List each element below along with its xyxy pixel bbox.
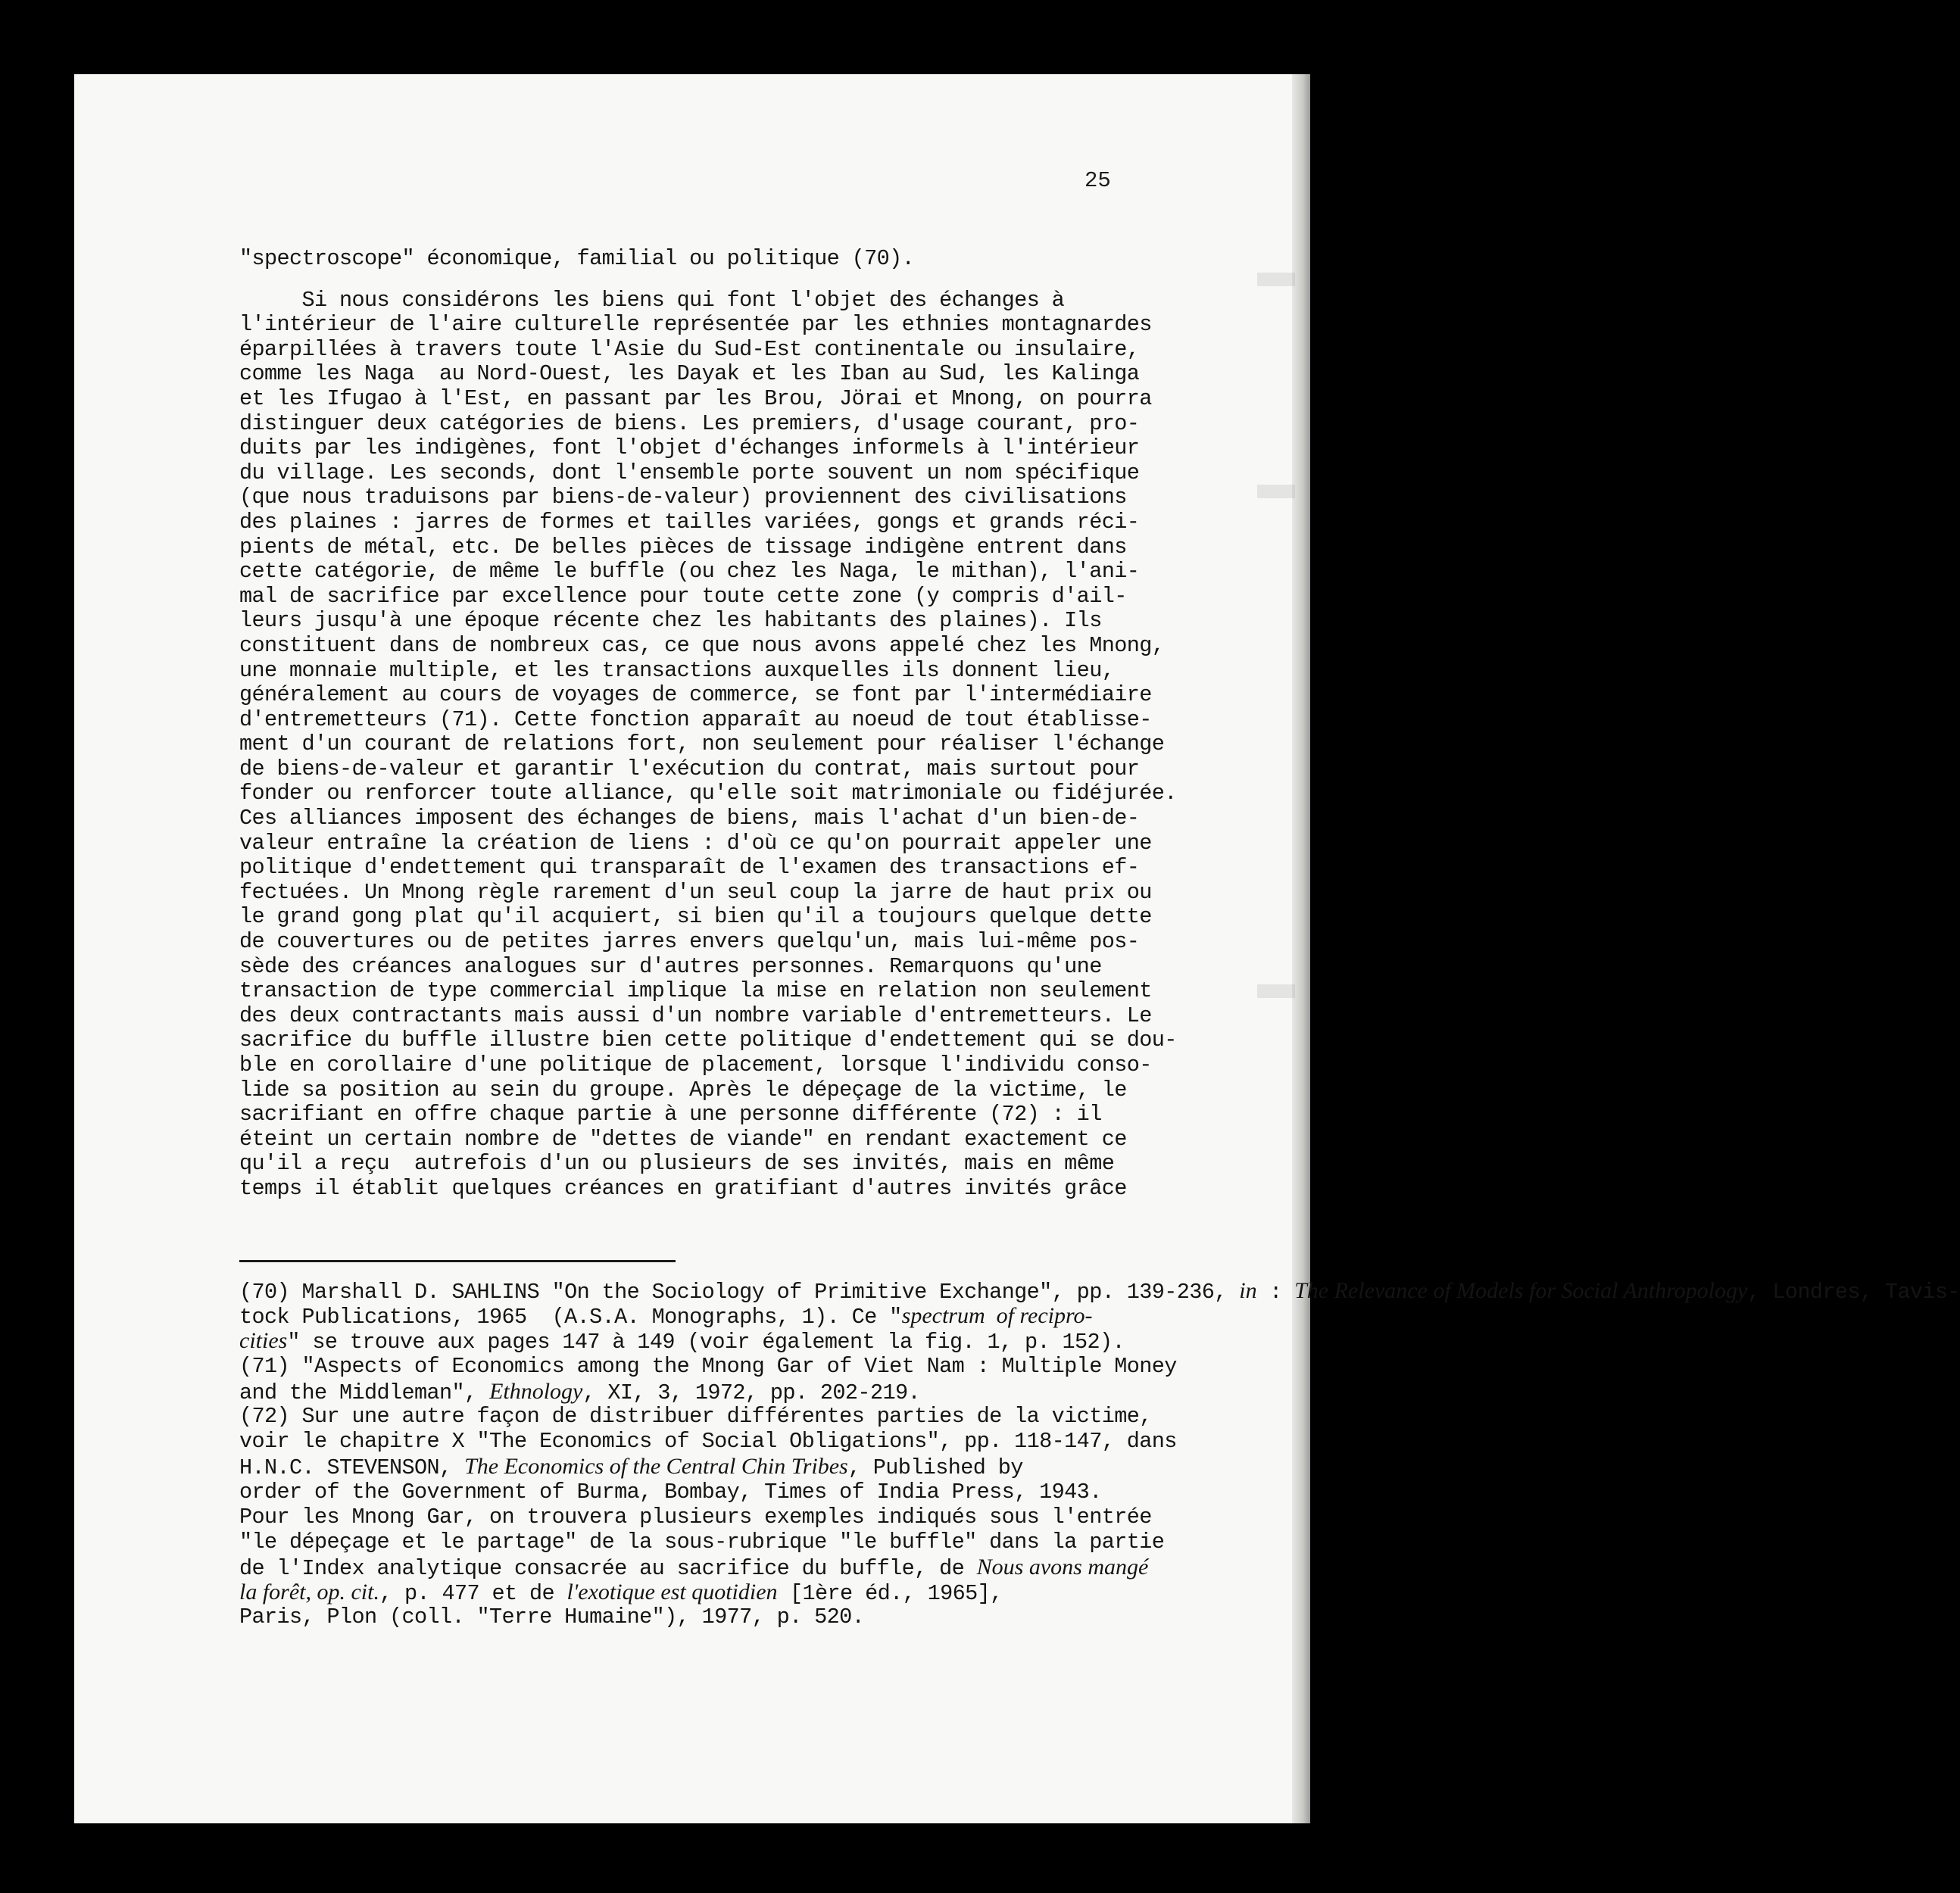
body-text (239, 246, 1177, 1202)
text-line: de couvertures ou de petites jarres envers quelqu'un, mais lui-même pos- (239, 929, 1140, 955)
footnote-title-italic: The Economics of the Central Chin Tribes (464, 1454, 848, 1480)
text-line: du village. Les seconds, dont l'ensemble porte souvent un nom spécifique (239, 460, 1140, 485)
bleed-through-mark (1257, 485, 1295, 498)
footnote-text: [1ère éd., 1965], (777, 1581, 1003, 1607)
text-line: temps il établit quelques créances en gratifiant d'autres invités grâce (239, 1175, 1127, 1201)
text-line: ment d'un courant de relations fort, non seulement pour réaliser l'échange (239, 731, 1165, 757)
text-line: duits par les indigènes, font l'objet d'échanges informels à l'intérieur (239, 435, 1140, 461)
footnote-line (239, 1605, 1163, 1629)
text-line: d'entremetteurs (71). Cette fonction apparaît au noeud de tout établisse- (239, 706, 1152, 732)
text-line: des plaines : jarres de formes et tailles variées, gongs et grands réci- (239, 509, 1140, 535)
footnote-text: H.N.C. STEVENSON, (239, 1455, 465, 1481)
footnotes (239, 1278, 1960, 1630)
text-line: et les Ifugao à l'Est, en passant par les Brou, Jörai et Mnong, on pourra (239, 385, 1152, 411)
footnote-text: "le dépeçage et le partage" de la sous-rubrique "le buffle" dans la partie (239, 1529, 1165, 1555)
footnote-title-italic: cities (239, 1328, 288, 1354)
text-line: valeur entraîne la création de liens : d'où ce qu'on pourrait appeler une (239, 830, 1152, 856)
text-line: lide sa position au sein du groupe. Après le dépeçage de la victime, le (239, 1077, 1127, 1102)
text-line: pients de métal, etc. De belles pièces de tissage indigène entrent dans (239, 534, 1127, 560)
text-line: sacrifiant en offre chaque partie à une personne différente (72) : il (239, 1102, 1102, 1127)
footnote-line (239, 1454, 1163, 1479)
text-line: éparpillées à travers toute l'Asie du Sud-Est continentale ou insulaire, (239, 336, 1140, 362)
text-line: fonder ou renforcer toute alliance, qu'elle soit matrimoniale ou fidéjurée. (239, 781, 1177, 806)
text-line: transaction de type commercial implique la mise en relation non seulement (239, 978, 1152, 1004)
text-line: (que nous traduisons par biens-de-valeur) proviennent des civilisations (239, 485, 1127, 510)
text-line: leurs jusqu'à une époque récente chez les habitants des plaines). Ils (239, 608, 1102, 634)
page-number: 25 (1085, 168, 1111, 193)
footnote-title-italic: The Relevance of Models for Social Anthropology (1294, 1278, 1748, 1303)
text-line: Si nous considérons les biens qui font l'objet des échanges à (239, 287, 1065, 313)
footnote-line (239, 1278, 1960, 1305)
footnote-line (239, 1555, 1163, 1580)
footnote-text: (70) Marshall D. SAHLINS "On the Sociology of Primitive Exchange", pp. 139- (239, 1280, 1177, 1305)
text-line: comme les Naga au Nord-Ouest, les Dayak et les Iban au Sud, les Kalinga (239, 361, 1140, 387)
text-line: ble en corollaire d'une politique de placement, lorsque l'individu conso- (239, 1053, 1152, 1077)
footnote-text: (71) "Aspects of Economics among the Mnong Gar of Viet Nam : Multiple Money (239, 1353, 1177, 1379)
text-line: des deux contractants mais aussi d'un nombre variable d'entremetteurs. Le (239, 1003, 1152, 1028)
footnote-line (239, 1353, 1177, 1379)
footnote-text: : (1256, 1280, 1295, 1305)
footnote-text: order of the Government of Burma, Bombay, Times of India Press, 1943. (239, 1479, 1102, 1505)
footnote-line (239, 1580, 1163, 1605)
footnote-title-italic: Nous avons mangé (976, 1555, 1149, 1580)
footnote-title-italic: in (1239, 1278, 1257, 1303)
footnote-separator (239, 1260, 676, 1262)
footnote-text: tock Publications, 1965 (A.S.A. Monographs, 1). Ce " (239, 1305, 902, 1330)
text-line: constituent dans de nombreux cas, ce que nous avons appelé chez les Mnong, (239, 632, 1165, 658)
footnote-title-italic: la forêt, op. cit. (239, 1580, 379, 1605)
footnote-text: , XI, 3, 1972, pp. 202-219. (582, 1380, 920, 1405)
footnote-text: Pour les Mnong Gar, on trouvera plusieurs exemples indiqués sous l'entrée (239, 1504, 1152, 1530)
text-line: distinguer deux catégories de biens. Les premiers, d'usage courant, pro- (239, 410, 1140, 436)
footnote-text: and the Middleman", (239, 1380, 490, 1405)
footnote-title-italic: l'exotique est quotidien (566, 1580, 778, 1605)
footnote-text: , Published by (847, 1455, 1023, 1481)
footnote-line (239, 1480, 1163, 1505)
footnote-text: (72) Sur une autre façon de distribuer différentes parties de la victime, (239, 1403, 1152, 1429)
page-edge (1292, 74, 1310, 1823)
footnote-text: de l'Index analytique consacrée au sacrifice du buffle, de (239, 1556, 977, 1582)
paragraph-gap (239, 272, 1148, 288)
footnote-text: , Londres, Tavis- (1747, 1280, 1960, 1305)
text-line: "spectroscope" économique, familial ou politique (70). (239, 246, 915, 271)
footnote-line (239, 1303, 1163, 1328)
footnote-text: " se trouve aux pages 147 à 149 (voir également la fig. 1, p. 152). (287, 1330, 1125, 1355)
text-line: sacrifice du buffle illustre bien cette politique d'endettement qui se dou- (239, 1028, 1177, 1053)
footnote-line (239, 1429, 1177, 1455)
text-line: politique d'endettement qui transparaît de l'examen des transactions ef- (239, 855, 1140, 881)
footnote-line (239, 1328, 1163, 1353)
text-line: sède des créances analogues sur d'autres personnes. Remarquons qu'une (239, 953, 1102, 979)
footnote-title-italic: spectrum of recipro- (901, 1303, 1093, 1329)
text-line: mal de sacrifice par excellence pour toute cette zone (y compris d'ail- (239, 583, 1127, 609)
text-line: cette catégorie, de même le buffle (ou chez les Naga, le mithan), l'ani- (239, 559, 1140, 585)
text-line: généralement au cours de voyages de commerce, se font par l'intermédiaire (239, 682, 1152, 708)
text-line: une monnaie multiple, et les transactions auxquelles ils donnent lieu, (239, 657, 1115, 683)
text-line: l'intérieur de l'aire culturelle représentée par les ethnies montagnardes (239, 312, 1152, 338)
footnote-line (239, 1505, 1163, 1530)
footnote-line (239, 1404, 1163, 1429)
text-line: le grand gong plat qu'il acquiert, si bien qu'il a toujours quelque dette (239, 904, 1152, 930)
footnote-text: 236, (1176, 1280, 1240, 1305)
bleed-through-mark (1257, 273, 1295, 286)
footnote-line (239, 1530, 1163, 1555)
text-line: Ces alliances imposent des échanges de biens, mais l'achat d'un bien-de- (239, 806, 1140, 831)
footnote-title-italic: Ethnology (489, 1378, 583, 1404)
text-line: de biens-de-valeur et garantir l'exécution du contrat, mais surtout pour (239, 756, 1140, 781)
footnote-text: , p. 477 et de (379, 1581, 567, 1607)
footnote-text: Paris, Plon (coll. "Terre Humaine"), 1977, p. 520. (239, 1605, 865, 1630)
text-line: qu'il a reçu autrefois d'un ou plusieurs de ses invités, mais en même (239, 1151, 1115, 1177)
footnote-line (239, 1379, 1163, 1404)
footnote-text: voir le chapitre X "The Economics of Social Obligations", pp. 118-147, dans (239, 1429, 1177, 1455)
text-line: fectuées. Un Mnong règle rarement d'un seul coup la jarre de haut prix ou (239, 879, 1152, 905)
bleed-through-mark (1257, 984, 1295, 998)
text-line: éteint un certain nombre de "dettes de viande" en rendant exactement ce (239, 1126, 1127, 1152)
